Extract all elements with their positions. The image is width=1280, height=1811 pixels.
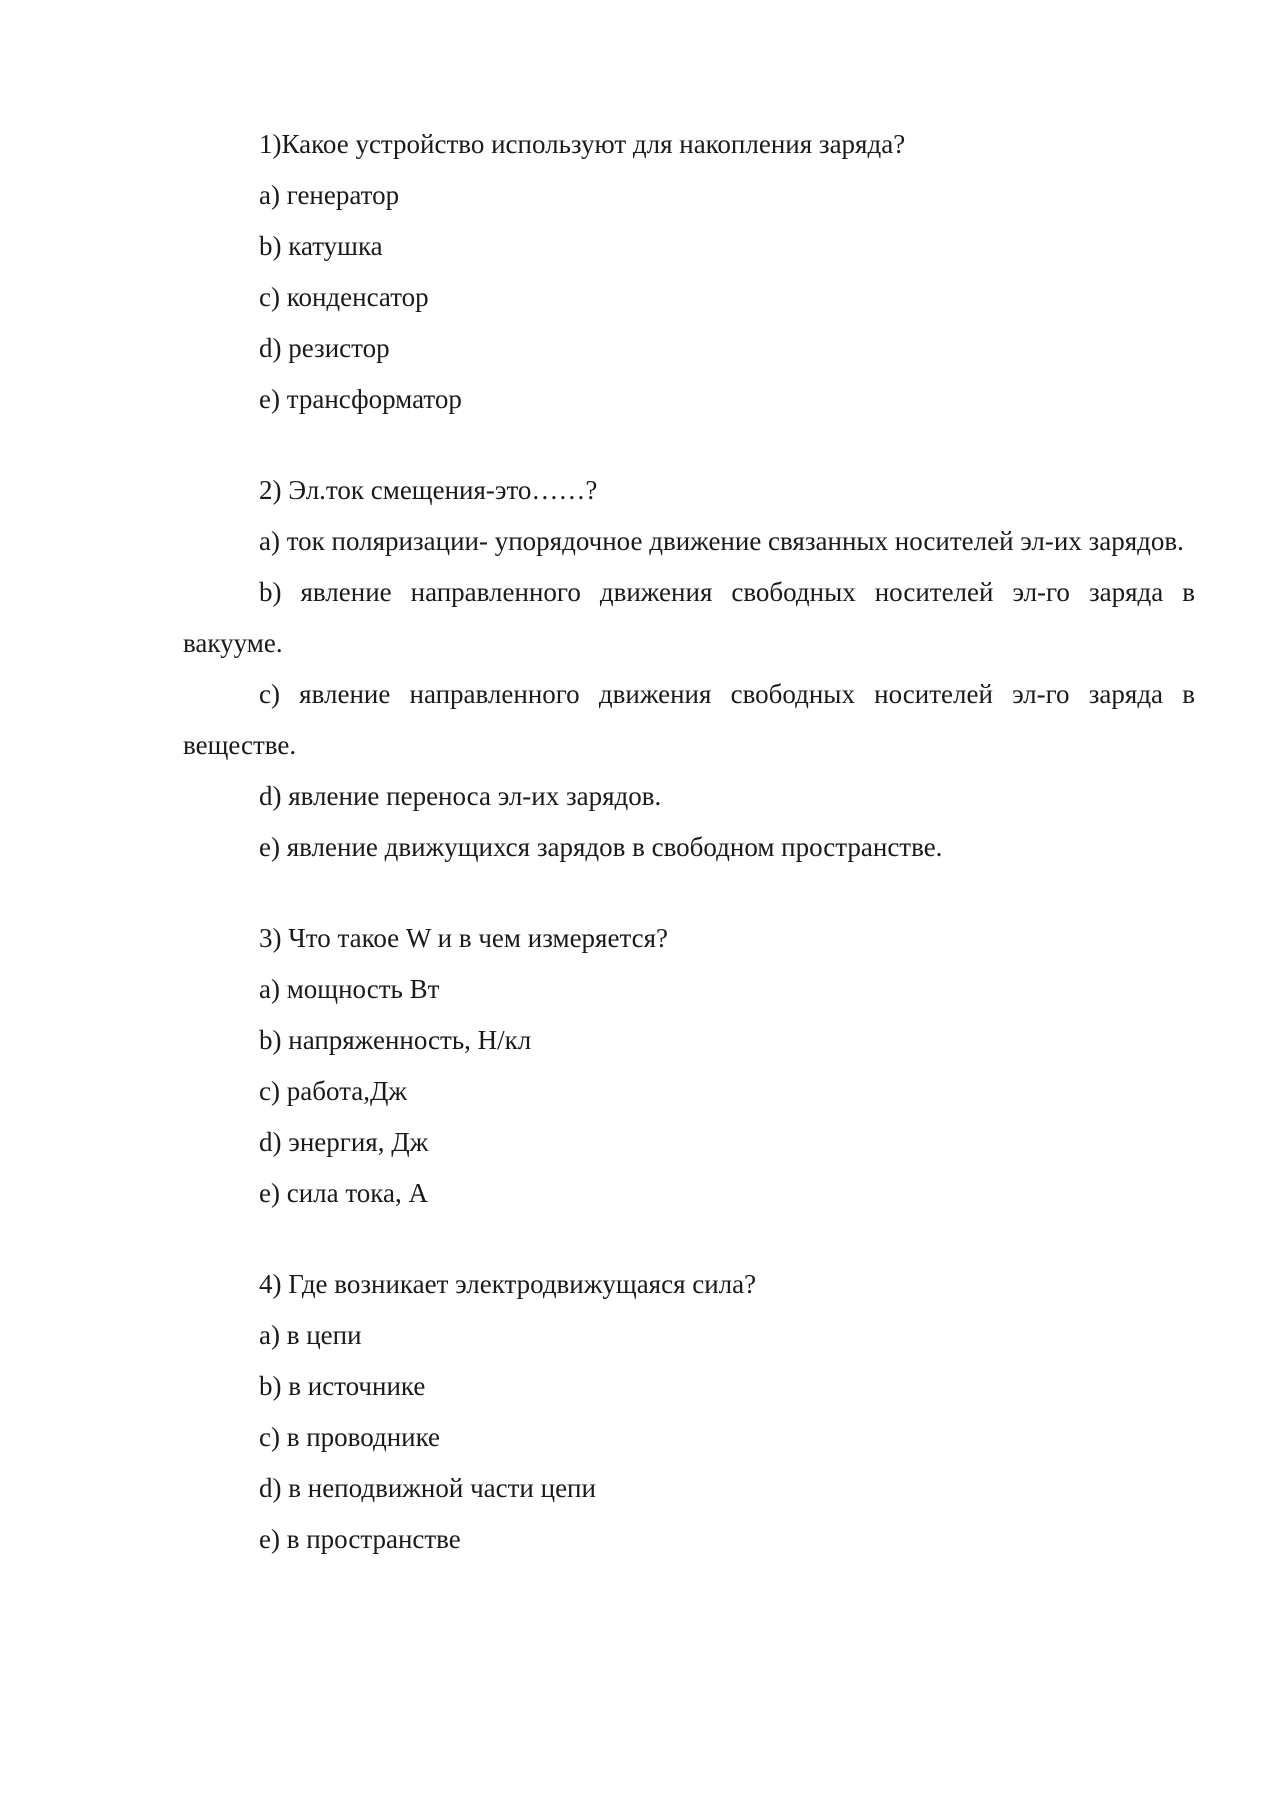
answer-option: c) конденсатор <box>259 282 429 312</box>
answer-option: e) явление движущихся зарядов в свободном пространстве. <box>259 832 943 862</box>
answer-option: b) явление направленного движения свободных носителей эл-го заряда в вакууме. <box>183 577 1202 658</box>
answer-option: c) работа,Дж <box>259 1076 408 1106</box>
answer-option: c) в проводнике <box>259 1422 441 1452</box>
answer-option: b) катушка <box>259 231 383 261</box>
answer-option: b) в источнике <box>259 1371 426 1401</box>
answer-option: e) в пространстве <box>259 1524 461 1554</box>
answer-option: a) ток поляризации- упорядочное движение связанных носителей эл-их зарядов. <box>259 526 1184 556</box>
question-2 <box>183 465 1202 873</box>
question-4 <box>183 1259 1195 1565</box>
document-content <box>183 119 1202 1565</box>
answer-option: d) явление переноса эл-их зарядов. <box>259 781 662 811</box>
question-text: 2) Эл.ток смещения-это……? <box>259 475 598 505</box>
answer-option: e) трансформатор <box>259 384 462 414</box>
answer-option: c) явление направленного движения свободных носителей эл-го заряда в веществе. <box>183 679 1202 760</box>
question-3 <box>183 913 1195 1219</box>
answer-option: a) генератор <box>259 180 400 210</box>
question-text: 4) Где возникает электродвижущаяся сила? <box>259 1269 757 1299</box>
answer-option: d) в неподвижной части цепи <box>259 1473 596 1503</box>
question-text: 3) Что такое W и в чем измеряется? <box>259 923 668 953</box>
answer-option: e) сила тока, А <box>259 1178 429 1208</box>
section-spacer <box>183 873 1195 913</box>
answer-option: a) мощность Вт <box>259 974 440 1004</box>
answer-option: a) в цепи <box>259 1320 362 1350</box>
answer-option: d) энергия, Дж <box>259 1127 429 1157</box>
answer-option: b) напряженность, Н/кл <box>259 1025 532 1055</box>
question-text: 1)Какое устройство используют для накопления заряда? <box>259 129 906 159</box>
question-1 <box>183 119 1195 425</box>
section-spacer <box>183 425 1195 465</box>
answer-option: d) резистор <box>259 333 390 363</box>
section-spacer <box>183 1219 1195 1259</box>
